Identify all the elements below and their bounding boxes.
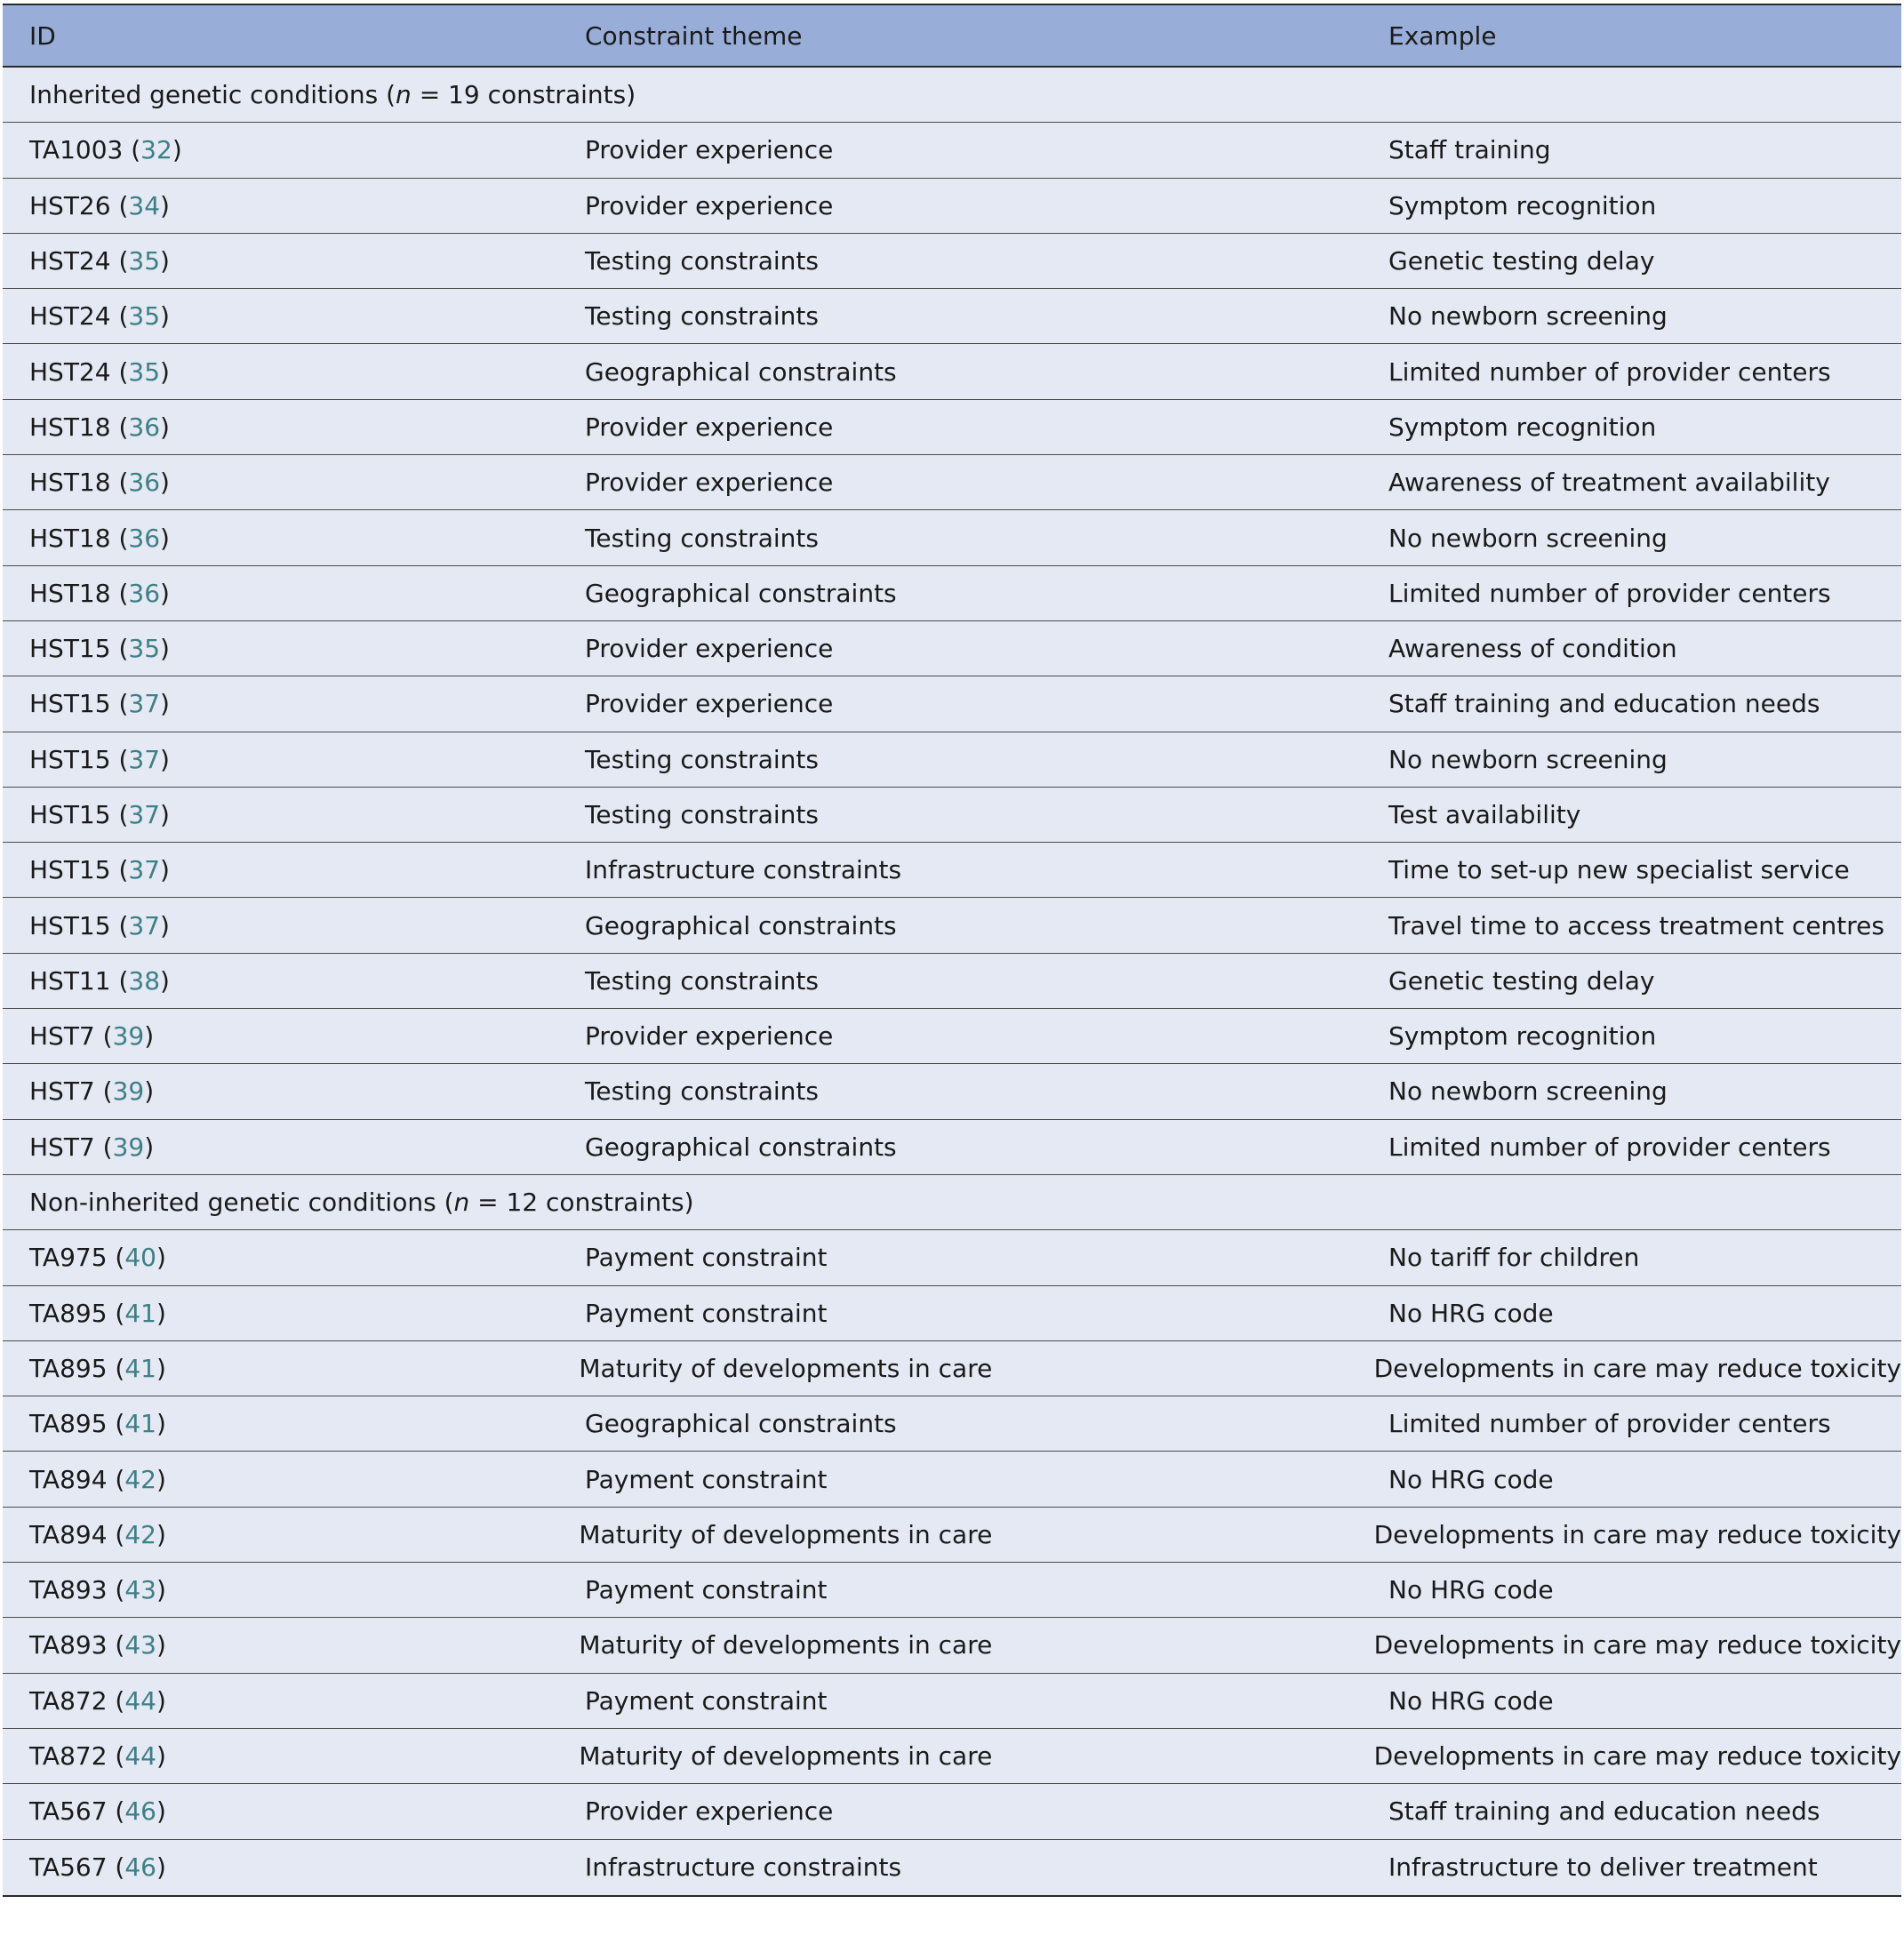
- table-row: [3, 621, 1901, 676]
- table-row: [3, 1729, 1901, 1784]
- constraint-theme-cell: Testing constraints: [585, 301, 819, 332]
- example-cell: No HRG code: [1388, 1685, 1554, 1716]
- row-id: HST15: [29, 634, 111, 664]
- reference-link[interactable]: 35: [128, 301, 161, 332]
- ref-close-paren: ): [160, 855, 170, 885]
- example-cell: Staff training and education needs: [1388, 689, 1820, 719]
- row-id: HST15: [29, 689, 111, 719]
- reference-link[interactable]: 36: [128, 412, 161, 442]
- id-cell: [3, 579, 558, 608]
- section-title: [3, 80, 636, 109]
- example-cell: Genetic testing delay: [1388, 246, 1655, 276]
- section-title-title-post: = 12 constraints): [469, 1188, 694, 1218]
- constraints-table: [3, 4, 1901, 1897]
- row-id: TA893: [29, 1575, 108, 1605]
- ref-open-paren: (: [110, 744, 129, 774]
- constraint-theme-cell: Geographical constraints: [585, 578, 897, 608]
- id-cell: [3, 1299, 558, 1328]
- ref-close-paren: ): [160, 578, 170, 608]
- ref-close-paren: ): [156, 1741, 166, 1772]
- ref-close-paren: ): [160, 689, 170, 719]
- row-id: HST24: [29, 301, 111, 332]
- example-cell: No newborn screening: [1388, 1076, 1668, 1107]
- table-row: [3, 1009, 1901, 1064]
- ref-open-paren: (: [107, 1630, 125, 1660]
- example-cell: No HRG code: [1388, 1464, 1554, 1494]
- reference-link[interactable]: 36: [128, 578, 161, 608]
- id-cell: [3, 135, 558, 164]
- example-cell: Staff training and education needs: [1388, 1796, 1820, 1827]
- ref-close-paren: ): [160, 190, 170, 220]
- example-cell: Developments in care may reduce toxicity: [1373, 1519, 1901, 1549]
- ref-open-paren: (: [110, 910, 129, 940]
- constraint-theme-cell: Testing constraints: [585, 523, 819, 553]
- reference-link[interactable]: 37: [128, 855, 161, 885]
- reference-link[interactable]: 35: [128, 634, 161, 664]
- reference-link[interactable]: 34: [128, 190, 161, 220]
- reference-link[interactable]: 37: [128, 744, 161, 774]
- example-cell: No tariff for children: [1388, 1243, 1640, 1273]
- id-cell: [3, 911, 558, 940]
- id-cell: [3, 191, 558, 220]
- constraint-theme-cell: Payment constraint: [585, 1575, 828, 1605]
- section-title: [3, 1188, 694, 1217]
- ref-open-paren: (: [110, 246, 129, 276]
- row-id: HST18: [29, 412, 111, 442]
- ref-open-paren: (: [107, 1852, 125, 1883]
- table-row: [3, 179, 1901, 234]
- section-title-title-post: = 19 constraints): [411, 80, 636, 110]
- example-cell: Developments in care may reduce toxicity: [1373, 1630, 1901, 1660]
- ref-open-paren: (: [107, 1575, 125, 1605]
- id-cell: [3, 1132, 558, 1162]
- ref-open-paren: (: [107, 1298, 125, 1328]
- constraint-theme-cell: Payment constraint: [585, 1464, 828, 1494]
- ref-open-paren: (: [110, 800, 129, 829]
- ref-close-paren: ): [144, 1132, 155, 1162]
- reference-link[interactable]: 41: [124, 1409, 156, 1439]
- constraint-theme-cell: Provider experience: [585, 689, 834, 719]
- constraint-theme-cell: Infrastructure constraints: [585, 1852, 902, 1883]
- reference-link[interactable]: 32: [140, 135, 172, 165]
- id-cell: [3, 468, 558, 497]
- id-cell: [3, 1021, 558, 1051]
- header-example: Example: [1388, 20, 1497, 51]
- row-id: TA895: [29, 1353, 108, 1383]
- id-cell: [3, 1076, 558, 1106]
- table-row: [3, 676, 1901, 732]
- id-cell: [3, 301, 558, 331]
- table-row: [3, 898, 1901, 953]
- id-cell: [3, 1686, 558, 1716]
- table-row: [3, 1230, 1901, 1285]
- ref-open-paren: (: [110, 356, 129, 387]
- ref-open-paren: (: [107, 1741, 125, 1772]
- reference-link[interactable]: 37: [128, 800, 161, 829]
- id-cell: [3, 1741, 552, 1771]
- id-cell: [3, 966, 558, 996]
- reference-link[interactable]: 40: [124, 1243, 156, 1273]
- table-row: [3, 123, 1901, 178]
- reference-link[interactable]: 41: [124, 1298, 156, 1328]
- example-cell: Symptom recognition: [1388, 412, 1657, 442]
- table-row: [3, 510, 1901, 565]
- section-title-title-pre: Non-inherited genetic conditions (: [29, 1188, 454, 1218]
- reference-link[interactable]: 37: [128, 689, 161, 719]
- id-cell: [3, 1520, 552, 1549]
- constraint-theme-cell: Maturity of developments in care: [579, 1741, 993, 1772]
- constraint-theme-cell: Geographical constraints: [585, 1409, 897, 1439]
- ref-close-paren: ): [156, 1685, 166, 1716]
- ref-open-paren: (: [123, 135, 141, 165]
- reference-link[interactable]: 35: [128, 356, 161, 387]
- id-cell: [3, 1354, 552, 1383]
- row-id: TA893: [29, 1630, 108, 1660]
- header-constraint-theme: Constraint theme: [585, 20, 803, 51]
- ref-close-paren: ): [160, 910, 170, 940]
- id-cell: [3, 246, 558, 276]
- section-row: [3, 68, 1901, 123]
- row-id: HST24: [29, 356, 111, 387]
- reference-link[interactable]: 38: [128, 965, 161, 996]
- reference-link[interactable]: 43: [124, 1575, 156, 1605]
- row-id: HST15: [29, 744, 111, 774]
- row-id: HST7: [29, 1021, 95, 1052]
- table-row: [3, 1064, 1901, 1119]
- row-id: TA894: [29, 1519, 108, 1549]
- reference-link[interactable]: 46: [124, 1796, 156, 1827]
- ref-close-paren: ): [172, 135, 182, 165]
- example-cell: Awareness of treatment availability: [1388, 468, 1830, 498]
- row-id: TA872: [29, 1685, 108, 1716]
- constraint-theme-cell: Provider experience: [585, 634, 834, 664]
- ref-open-paren: (: [107, 1353, 125, 1383]
- reference-link[interactable]: 42: [124, 1464, 156, 1494]
- ref-close-paren: ): [156, 1630, 166, 1660]
- example-cell: Symptom recognition: [1388, 190, 1657, 220]
- example-cell: Limited number of provider centers: [1388, 1409, 1831, 1439]
- ref-open-paren: (: [107, 1519, 125, 1549]
- table-row: [3, 1840, 1901, 1895]
- constraint-theme-cell: Testing constraints: [585, 744, 819, 774]
- ref-open-paren: (: [110, 578, 129, 608]
- ref-close-paren: ): [160, 301, 170, 332]
- constraint-theme-cell: Testing constraints: [585, 246, 819, 276]
- reference-link[interactable]: 37: [128, 910, 161, 940]
- ref-open-paren: (: [94, 1021, 113, 1052]
- row-id: HST7: [29, 1132, 95, 1162]
- ref-close-paren: ): [156, 1353, 166, 1383]
- row-id: HST15: [29, 800, 111, 829]
- example-cell: Infrastructure to deliver treatment: [1388, 1852, 1818, 1883]
- ref-open-paren: (: [110, 190, 129, 220]
- section-title-title-pre: Inherited genetic conditions (: [29, 80, 396, 110]
- constraint-theme-cell: Maturity of developments in care: [579, 1353, 993, 1383]
- table-row: [3, 1341, 1901, 1396]
- id-cell: [3, 1630, 552, 1660]
- reference-link[interactable]: 41: [124, 1353, 156, 1383]
- ref-close-paren: ): [160, 468, 170, 498]
- table-row: [3, 234, 1901, 289]
- id-cell: [3, 800, 558, 829]
- row-id: HST11: [29, 965, 111, 996]
- constraint-theme-cell: Provider experience: [585, 412, 834, 442]
- table-row: [3, 843, 1901, 898]
- ref-open-paren: (: [110, 412, 129, 442]
- constraint-theme-cell: Provider experience: [585, 468, 834, 498]
- id-cell: [3, 1796, 558, 1826]
- ref-open-paren: (: [107, 1243, 125, 1273]
- table-row: [3, 1618, 1901, 1673]
- ref-close-paren: ): [156, 1852, 166, 1883]
- constraint-theme-cell: Infrastructure constraints: [585, 855, 902, 885]
- table-row: [3, 455, 1901, 510]
- reference-link[interactable]: 42: [124, 1519, 156, 1549]
- id-cell: [3, 745, 558, 774]
- example-cell: Time to set-up new specialist service: [1388, 855, 1850, 885]
- constraint-theme-cell: Provider experience: [585, 190, 834, 220]
- row-id: TA1003: [29, 135, 124, 165]
- constraint-theme-cell: Testing constraints: [585, 965, 819, 996]
- example-cell: Test availability: [1388, 800, 1581, 829]
- table-row: [3, 1508, 1901, 1563]
- reference-link[interactable]: 39: [112, 1076, 145, 1107]
- id-cell: [3, 689, 558, 718]
- id-cell: [3, 524, 558, 553]
- example-cell: Awareness of condition: [1388, 634, 1677, 664]
- constraint-theme-cell: Geographical constraints: [585, 910, 897, 940]
- constraint-theme-cell: Payment constraint: [585, 1685, 828, 1716]
- row-id: HST15: [29, 910, 111, 940]
- ref-open-paren: (: [110, 634, 129, 664]
- ref-close-paren: ): [156, 1243, 166, 1273]
- row-id: TA895: [29, 1409, 108, 1439]
- ref-close-paren: ): [156, 1409, 166, 1439]
- ref-open-paren: (: [94, 1132, 113, 1162]
- constraint-theme-cell: Maturity of developments in care: [579, 1630, 993, 1660]
- constraint-theme-cell: Payment constraint: [585, 1243, 828, 1273]
- ref-close-paren: ): [156, 1298, 166, 1328]
- header-id: ID: [29, 20, 56, 51]
- example-cell: No newborn screening: [1388, 744, 1668, 774]
- reference-link[interactable]: 46: [124, 1852, 156, 1883]
- row-id: TA894: [29, 1464, 108, 1494]
- table-row: [3, 1674, 1901, 1729]
- table-row: [3, 1120, 1901, 1175]
- ref-open-paren: (: [110, 468, 129, 498]
- ref-open-paren: (: [110, 855, 129, 885]
- row-id: TA895: [29, 1298, 108, 1328]
- table-row: [3, 289, 1901, 344]
- section-row: [3, 1175, 1901, 1230]
- ref-close-paren: ): [156, 1575, 166, 1605]
- example-cell: Symptom recognition: [1388, 1021, 1657, 1052]
- table-row: [3, 1286, 1901, 1341]
- constraint-theme-cell: Provider experience: [585, 135, 834, 165]
- ref-open-paren: (: [107, 1796, 125, 1827]
- row-id: TA975: [29, 1243, 108, 1273]
- ref-close-paren: ): [160, 412, 170, 442]
- table-row: [3, 1784, 1901, 1839]
- example-cell: Developments in care may reduce toxicity: [1373, 1741, 1901, 1772]
- example-cell: No newborn screening: [1388, 523, 1668, 553]
- table-row: [3, 566, 1901, 621]
- reference-link[interactable]: 44: [124, 1685, 156, 1716]
- row-id: HST18: [29, 523, 111, 553]
- row-id: HST24: [29, 246, 111, 276]
- example-cell: No HRG code: [1388, 1575, 1554, 1605]
- row-id: HST18: [29, 468, 111, 498]
- table-row: [3, 954, 1901, 1009]
- table-row: [3, 344, 1901, 399]
- ref-close-paren: ): [144, 1076, 155, 1107]
- ref-close-paren: ): [156, 1796, 166, 1827]
- constraint-theme-cell: Geographical constraints: [585, 1132, 897, 1162]
- ref-close-paren: ): [156, 1519, 166, 1549]
- id-cell: [3, 1465, 558, 1494]
- ref-close-paren: ): [160, 246, 170, 276]
- constraint-theme-cell: Provider experience: [585, 1021, 834, 1052]
- ref-open-paren: (: [107, 1685, 125, 1716]
- id-cell: [3, 412, 558, 442]
- row-id: TA567: [29, 1852, 108, 1883]
- ref-open-paren: (: [110, 689, 129, 719]
- row-id: HST15: [29, 855, 111, 885]
- reference-link[interactable]: 43: [124, 1630, 156, 1660]
- table-row: [3, 732, 1901, 788]
- table-header-row: [3, 5, 1901, 68]
- section-title-n-symbol: n: [396, 80, 412, 110]
- constraint-theme-cell: Payment constraint: [585, 1298, 828, 1328]
- section-title-n-symbol: n: [453, 1188, 470, 1218]
- reference-link[interactable]: 36: [128, 523, 161, 553]
- table-row: [3, 1396, 1901, 1452]
- row-id: TA872: [29, 1741, 108, 1772]
- reference-link[interactable]: 35: [128, 246, 161, 276]
- example-cell: Limited number of provider centers: [1388, 356, 1831, 387]
- ref-open-paren: (: [107, 1464, 125, 1494]
- reference-link[interactable]: 36: [128, 468, 161, 498]
- table-body: [3, 68, 1901, 1895]
- ref-close-paren: ): [160, 800, 170, 829]
- constraint-theme-cell: Maturity of developments in care: [579, 1519, 993, 1549]
- table-row: [3, 1452, 1901, 1507]
- ref-close-paren: ): [160, 965, 170, 996]
- example-cell: Staff training: [1388, 135, 1551, 165]
- example-cell: No HRG code: [1388, 1298, 1554, 1328]
- ref-open-paren: (: [110, 523, 129, 553]
- ref-open-paren: (: [107, 1409, 125, 1439]
- table-row: [3, 1563, 1901, 1618]
- table-row: [3, 400, 1901, 455]
- table-row: [3, 788, 1901, 843]
- reference-link[interactable]: 39: [112, 1132, 145, 1162]
- ref-open-paren: (: [110, 965, 129, 996]
- reference-link[interactable]: 39: [112, 1021, 145, 1052]
- reference-link[interactable]: 44: [124, 1741, 156, 1772]
- id-cell: [3, 1575, 558, 1604]
- id-cell: [3, 1243, 558, 1272]
- ref-close-paren: ): [160, 523, 170, 553]
- constraint-theme-cell: Geographical constraints: [585, 356, 897, 387]
- ref-open-paren: (: [110, 301, 129, 332]
- ref-close-paren: ): [156, 1464, 166, 1494]
- example-cell: No newborn screening: [1388, 301, 1668, 332]
- id-cell: [3, 1852, 558, 1882]
- example-cell: Travel time to access treatment centres: [1388, 910, 1884, 940]
- id-cell: [3, 855, 558, 884]
- constraint-theme-cell: Provider experience: [585, 1796, 834, 1827]
- example-cell: Limited number of provider centers: [1388, 1132, 1831, 1162]
- row-id: TA567: [29, 1796, 108, 1827]
- id-cell: [3, 634, 558, 663]
- example-cell: Genetic testing delay: [1388, 965, 1655, 996]
- ref-close-paren: ): [160, 744, 170, 774]
- ref-close-paren: ): [160, 356, 170, 387]
- example-cell: Limited number of provider centers: [1388, 578, 1831, 608]
- row-id: HST26: [29, 190, 111, 220]
- row-id: HST18: [29, 578, 111, 608]
- example-cell: Developments in care may reduce toxicity: [1373, 1353, 1901, 1383]
- constraint-theme-cell: Testing constraints: [585, 800, 819, 829]
- id-cell: [3, 357, 558, 387]
- row-id: HST7: [29, 1076, 95, 1107]
- ref-close-paren: ): [160, 634, 170, 664]
- ref-open-paren: (: [94, 1076, 113, 1107]
- id-cell: [3, 1409, 558, 1438]
- ref-close-paren: ): [144, 1021, 155, 1052]
- constraint-theme-cell: Testing constraints: [585, 1076, 819, 1107]
